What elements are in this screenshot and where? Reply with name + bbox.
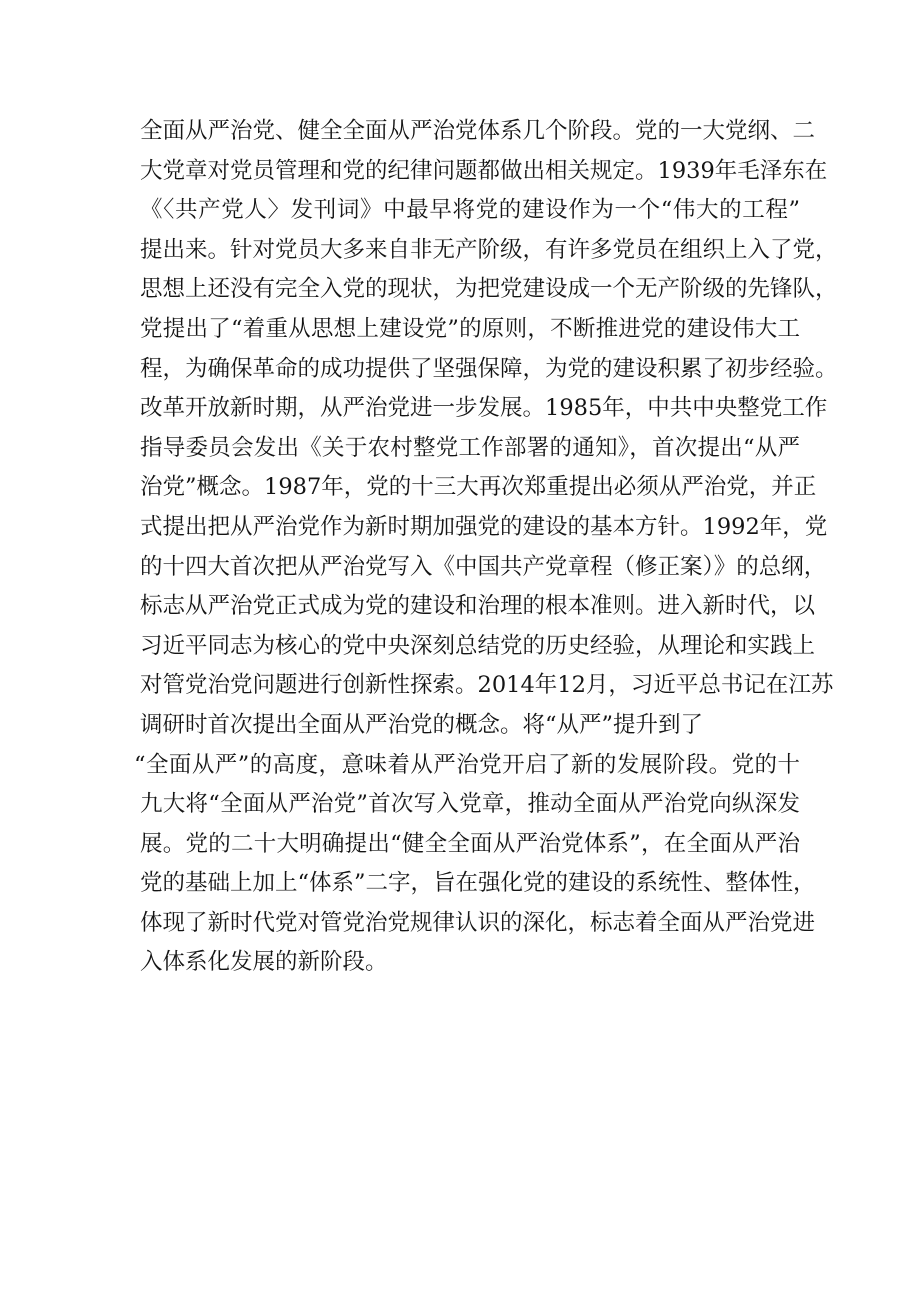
text-line: 的十四大首次把从严治党写入《中国共产党章程（修正案）》的总纲， [140, 553, 827, 580]
text-line: 提出来。针对党员大多来自非无产阶级，有许多党员在组织上入了党， [140, 236, 838, 263]
text-line: 指导委员会发出《关于农村整党工作部署的通知》，首次提出“从严 [140, 434, 800, 461]
text-line: 标志从严治党正式成为党的建设和治理的根本准则。进入新时代，以 [140, 593, 816, 620]
text-line: 九大将“全面从严治党”首次写入党章，推动全面从严治党向纵深发 [140, 791, 800, 818]
text-line: 全面从严治党、健全全面从严治党体系几个阶段。党的一大党纲、二 [140, 118, 816, 144]
text-line: 程，为确保革命的成功提供了坚强保障，为党的建设积累了初步经验。 [140, 355, 838, 382]
text-line: 调研时首次提出全面从严治党的概念。将“从严”提升到了 [140, 711, 704, 738]
text-line: 《〈共产党人〉发刊词》中最早将党的建设作为一个“伟大的工程” [140, 197, 800, 224]
text-line: 体现了新时代党对管党治党规律认识的深化，标志着全面从严治党进 [140, 909, 816, 936]
text-line: 式提出把从严治党作为新时期加强党的建设的基本方针。1992年，党 [140, 513, 828, 540]
text-line: 改革开放新时期，从严治党进一步发展。1985年，中共中央整党工作 [140, 395, 828, 422]
text-line: 入体系化发展的新阶段。 [140, 949, 388, 976]
text-line: 习近平同志为核心的党中央深刻总结党的历史经验，从理论和实践上 [140, 632, 816, 659]
text-line: 党的基础上加上“体系”二字，旨在强化党的建设的系统性、整体性， [140, 870, 816, 897]
text-line: 治党”概念。1987年，党的十三大再次郑重提出必须从严治党，并正 [140, 474, 817, 501]
text-line: “全面从严”的高度，意味着从严治党开启了新的发展阶段。党的十 [134, 751, 800, 778]
body-text [134, 112, 838, 983]
text-line: 大党章对党员管理和党的纪律问题都做出相关规定。1939年毛泽东在 [140, 157, 828, 184]
text-line: 党提出了“着重从思想上建设党”的原则，不断推进党的建设伟大工 [140, 315, 800, 342]
text-line: 展。党的二十大明确提出“健全全面从严治党体系”，在全面从严治 [140, 830, 800, 857]
text-line: 思想上还没有完全入党的现状，为把党建设成一个无产阶级的先锋队， [140, 276, 838, 303]
text-line: 对管党治党问题进行创新性探索。2014年12月，习近平总书记在江苏 [140, 672, 834, 699]
